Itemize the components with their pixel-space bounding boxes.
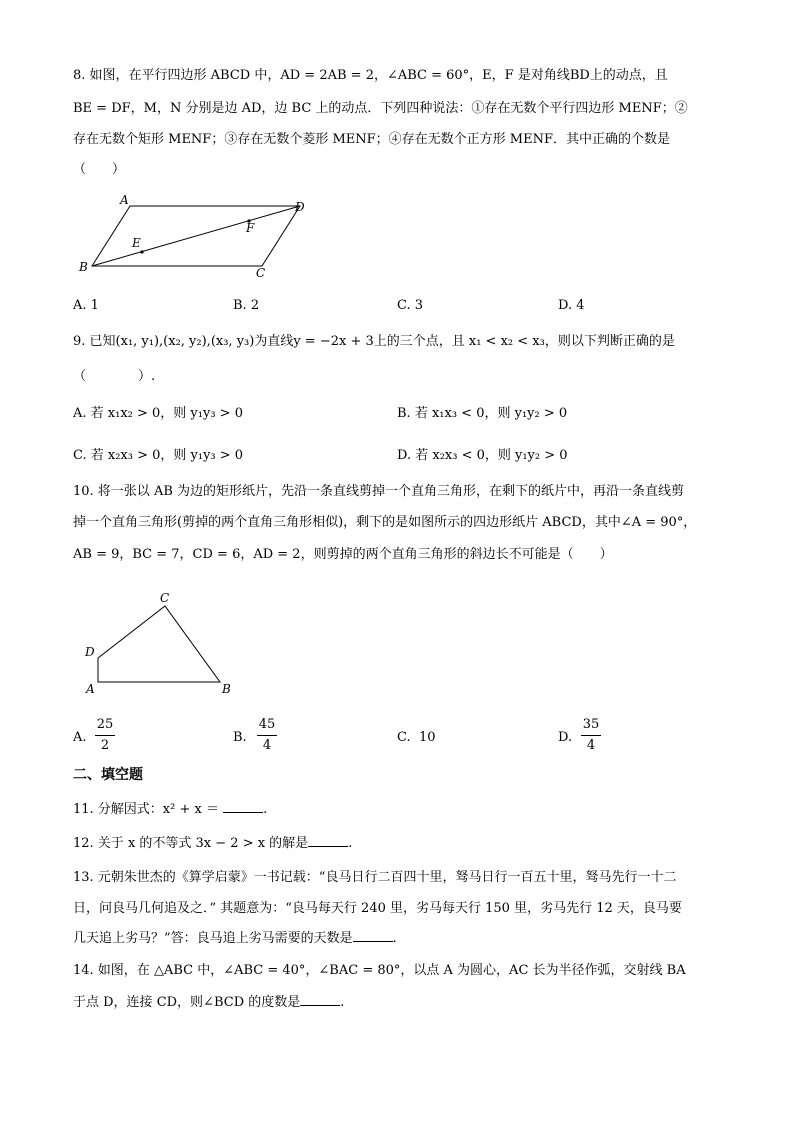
q8-line-3: 存在无数个矩形 MENF；③存在无数个菱形 MENF；④存在无数个正方形 MENF．其中正确的个数是: [73, 132, 670, 147]
q8-option-c: C. 3: [397, 298, 424, 313]
q12-answer-blank[interactable]: [308, 834, 348, 847]
q13-answer-blank[interactable]: [353, 929, 393, 942]
q8-line-2: BE = DF，M，N 分别是边 AD，边 BC 上的动点．下列四种说法：①存在无数个平行四边形 MENF；②: [73, 101, 688, 116]
q10-line-2: 掉一个直角三角形(剪掉的两个直角三角形相似)，剩下的是如图所示的四边形纸片 ABCD，其中∠A = 90°，: [73, 515, 697, 530]
q9-option-d: D. 若 x₂x₃ < 0，则 y₁y₂ > 0: [397, 448, 568, 463]
q8-parallelogram-figure: [75, 192, 315, 282]
label-F: F: [246, 221, 255, 235]
q14-text: 于点 D，连接 CD，则∠BCD 的度数是: [73, 995, 301, 1010]
label-D: D: [295, 200, 305, 214]
q10-option-b-label: B.: [233, 730, 247, 745]
label-B: B: [79, 260, 88, 274]
q8-option-a: A. 1: [73, 298, 99, 313]
q12-line: [73, 834, 352, 854]
q10-option-d-fraction: [581, 716, 601, 755]
q12-text: 12. 关于 x 的不等式 3x − 2 > x 的解是: [73, 836, 309, 851]
numerator: 45: [258, 717, 276, 732]
q8-option-d: D. 4: [558, 298, 585, 313]
q8-option-b: B. 2: [233, 298, 260, 313]
q14-end: .: [340, 995, 345, 1010]
label-A: A: [120, 193, 129, 207]
quadrilateral-ABCD: [98, 606, 220, 682]
q14-line-2: [73, 993, 344, 1013]
label-E: E: [132, 236, 141, 250]
q12-end: .: [348, 836, 353, 851]
label-A: A: [86, 682, 95, 696]
q9-option-c: C. 若 x₂x₃ > 0，则 y₁y₃ > 0: [73, 448, 244, 463]
diagonal-BD: [92, 206, 300, 266]
q14-line-1: 14. 如图，在 △ABC 中，∠ABC = 40°，∠BAC = 80°，以点 A 为圆心，AC 长为半径作弧，交射线 BA: [73, 963, 686, 978]
numerator: 25: [96, 717, 114, 732]
q10-quadrilateral-figure: [80, 588, 240, 700]
q13-line-3: [73, 929, 397, 949]
q10-line-1: 10. 将一张以 AB 为边的矩形纸片，先沿一条直线剪掉一个直角三角形，在剩下的纸片中，再沿一条直线剪: [73, 484, 685, 499]
label-C: C: [256, 266, 266, 280]
q11-text: 11. 分解因式：x² + x ＝: [73, 802, 219, 817]
q9-line-2: （ ）.: [73, 369, 156, 384]
section-heading-fill-in: 二、填空题: [73, 767, 143, 783]
q11-answer-blank[interactable]: [223, 800, 263, 813]
q10-option-a-fraction: [95, 716, 115, 755]
q8-line-4: （ ）: [73, 162, 126, 177]
q14-answer-blank[interactable]: [300, 993, 340, 1006]
point-E: [140, 250, 143, 253]
q10-option-b-fraction: [257, 716, 277, 755]
label-B: B: [222, 682, 231, 696]
q8-line-1: 8. 如图，在平行四边形 ABCD 中，AD = 2AB = 2，∠ABC = 60°，E，F 是对角线BD上的动点，且: [73, 68, 668, 83]
q10-line-3: AB = 9，BC = 7，CD = 6，AD = 2，则剪掉的两个直角三角形的斜边长不可能是（ ）: [73, 547, 613, 562]
q13-text: 几天追上劣马？”答：良马追上劣马需要的天数是: [73, 931, 353, 946]
denominator: 4: [586, 738, 596, 753]
q13-line-2: 日，问良马几何追及之．” 其题意为：“良马每天行 240 里，劣马每天行 150 里，劣马先行 12 天，良马要: [73, 901, 682, 916]
q10-option-c-label: C.: [397, 730, 411, 745]
q11-end: .: [263, 802, 268, 817]
denominator: 2: [100, 738, 110, 753]
q9-option-a: A. 若 x₁x₂ > 0，则 y₁y₃ > 0: [73, 406, 243, 421]
q10-option-d-label: D.: [558, 730, 573, 745]
q10-option-a-label: A.: [73, 730, 87, 745]
q13-end: .: [392, 931, 397, 946]
q13-line-1: 13. 元朝朱世杰的《算学启蒙》一书记载：“良马日行二百四十里，驽马日行一百五十里，驽马先行一十二: [73, 870, 677, 885]
q10-option-c-value: 10: [419, 730, 436, 745]
numerator: 35: [582, 717, 600, 732]
q9-line-1: 9. 已知(x₁, y₁),(x₂, y₂),(x₃, y₃)为直线y = −2x + 3上的三个点，且 x₁ < x₂ < x₃，则以下判断正确的是: [73, 334, 675, 349]
label-C: C: [160, 591, 170, 605]
q11-line: [73, 800, 267, 820]
q9-option-b: B. 若 x₁x₃ < 0，则 y₁y₂ > 0: [397, 406, 568, 421]
label-D: D: [85, 645, 95, 659]
denominator: 4: [262, 738, 272, 753]
